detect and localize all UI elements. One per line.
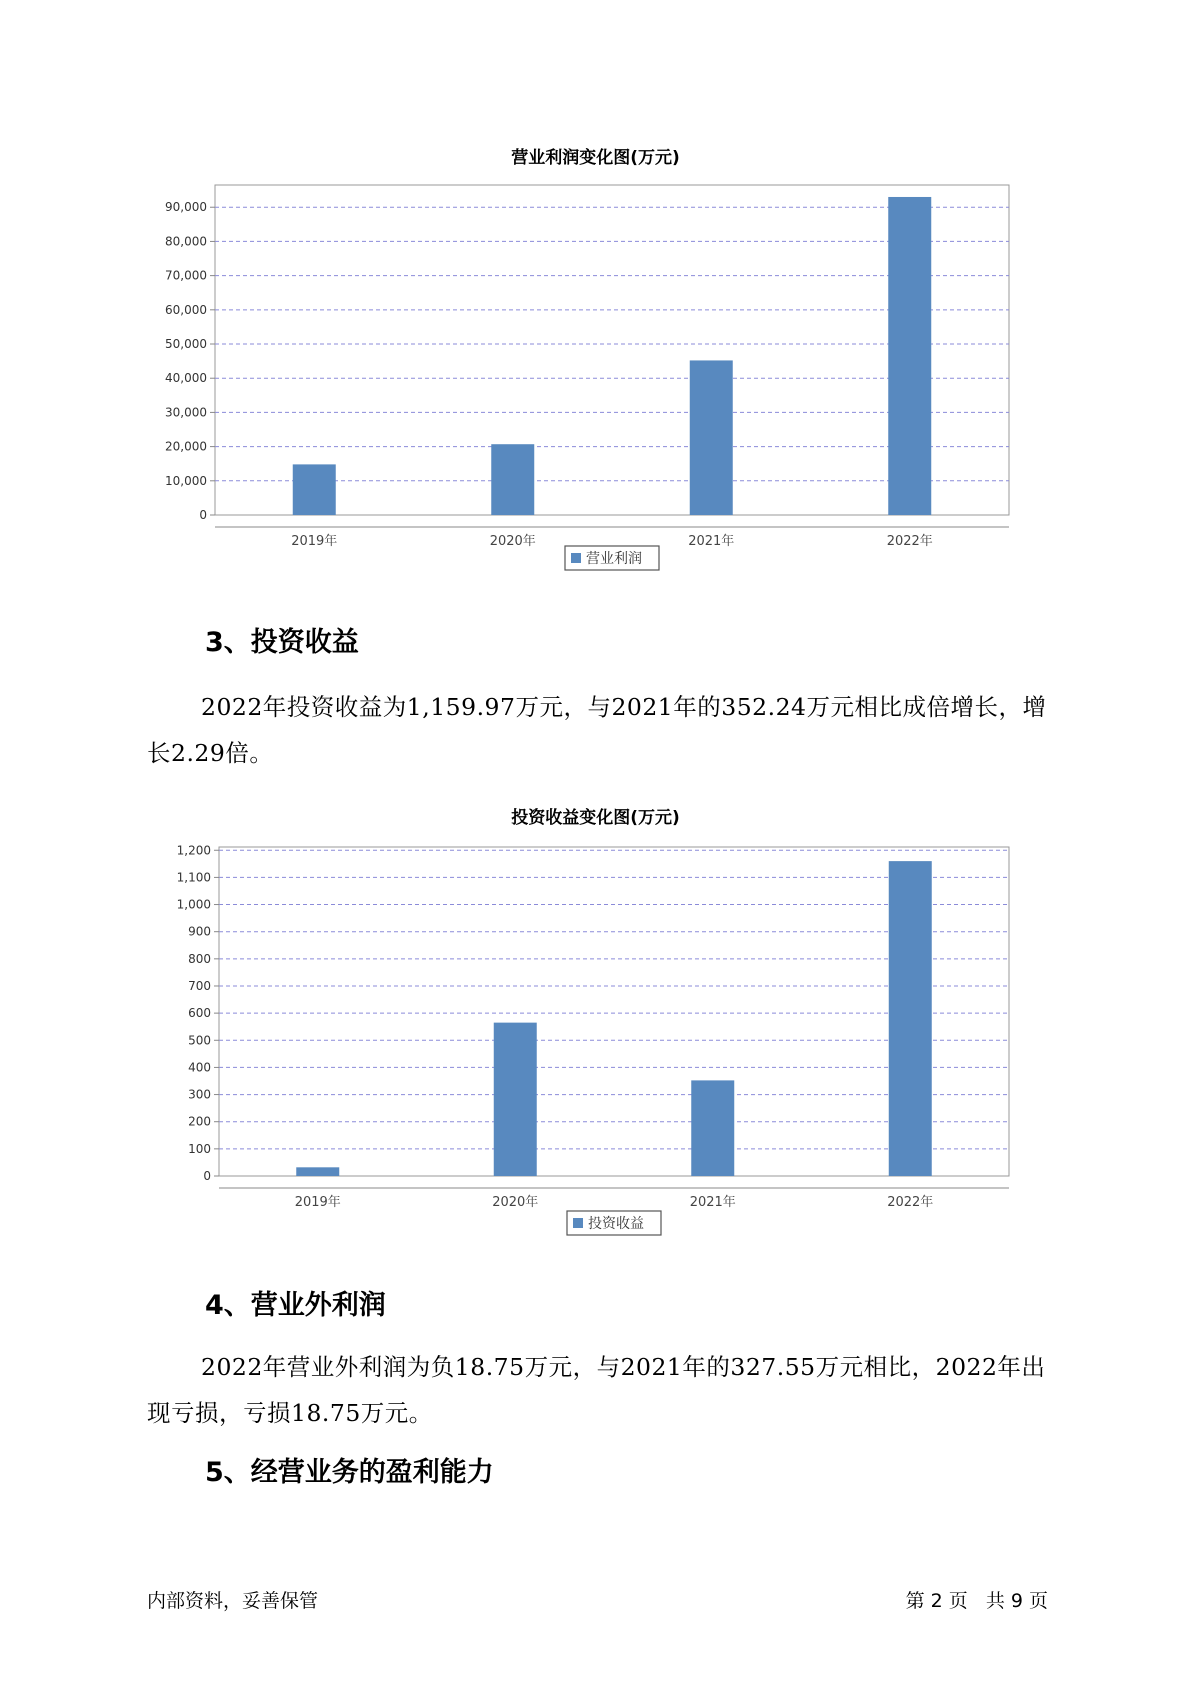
chart-title-operating-profit: 营业利润变化图(万元) bbox=[511, 148, 680, 168]
x-tick-label: 2019年 bbox=[291, 534, 338, 549]
x-tick-label: 2020年 bbox=[489, 534, 536, 549]
y-tick-label: 0 bbox=[203, 1169, 211, 1183]
x-tick-label: 2021年 bbox=[688, 534, 735, 549]
footer-confidential-note: 内部资料，妥善保管 bbox=[147, 1590, 319, 1612]
bar-3 bbox=[690, 360, 733, 515]
y-tick-label: 0 bbox=[199, 508, 207, 522]
footer-page-indicator bbox=[903, 1586, 1051, 1613]
y-tick-label: 80,000 bbox=[165, 234, 207, 249]
y-tick-label: 500 bbox=[188, 1033, 211, 1048]
footer-total-unit: 页 bbox=[1028, 1590, 1048, 1612]
bar-2 bbox=[494, 1023, 537, 1176]
footer-total-number: 9 bbox=[1010, 1590, 1023, 1612]
x-tick-label: 2019年 bbox=[294, 1195, 341, 1210]
section-heading-operating-profitability: 5、经营业务的盈利能力 bbox=[205, 1457, 494, 1488]
section-text-investment-income: 2022年投资收益为1,159.97万元，与2021年的352.24万元相比成倍增长，增长2.29倍。 bbox=[147, 693, 1047, 767]
x-tick-label: 2021年 bbox=[689, 1195, 736, 1210]
chart-title-investment-income: 投资收益变化图(万元) bbox=[511, 808, 680, 828]
y-tick-label: 200 bbox=[188, 1114, 211, 1129]
y-tick-label: 100 bbox=[188, 1141, 211, 1156]
legend-label: 投资收益 bbox=[588, 1216, 644, 1232]
bar-1 bbox=[296, 1167, 339, 1176]
section-heading-non-operating-profit: 4、营业外利润 bbox=[205, 1290, 386, 1321]
bar-3 bbox=[691, 1080, 734, 1176]
footer-page-prefix: 第 bbox=[905, 1590, 925, 1612]
y-tick-label: 40,000 bbox=[165, 371, 207, 386]
bar-1 bbox=[293, 464, 336, 515]
section-text-non-operating-profit: 2022年营业外利润为负18.75万元，与2021年的327.55万元相比，2022年出现亏损，亏损18.75万元。 bbox=[147, 1353, 1046, 1427]
operating-profit-chart bbox=[0, 170, 1191, 590]
y-tick-label: 1,000 bbox=[176, 897, 211, 912]
y-tick-label: 90,000 bbox=[165, 200, 207, 215]
footer-page-unit: 页 bbox=[948, 1590, 968, 1612]
x-tick-label: 2020年 bbox=[492, 1195, 539, 1210]
bar-2 bbox=[491, 444, 534, 515]
legend-label: 营业利润 bbox=[586, 551, 642, 567]
y-tick-label: 700 bbox=[188, 978, 211, 993]
investment-income-chart bbox=[0, 838, 1191, 1238]
section-heading-investment-income: 3、投资收益 bbox=[205, 627, 359, 658]
bar-4 bbox=[889, 861, 932, 1176]
legend-swatch bbox=[571, 553, 581, 563]
footer-page-number: 2 bbox=[930, 1590, 943, 1612]
legend-swatch bbox=[573, 1218, 583, 1228]
y-tick-label: 600 bbox=[188, 1006, 211, 1021]
y-tick-label: 10,000 bbox=[165, 473, 207, 488]
y-tick-label: 300 bbox=[188, 1087, 211, 1102]
x-tick-label: 2022年 bbox=[887, 1195, 934, 1210]
y-tick-label: 20,000 bbox=[165, 439, 207, 454]
y-tick-label: 60,000 bbox=[165, 302, 207, 317]
x-tick-label: 2022年 bbox=[886, 534, 933, 549]
y-tick-label: 800 bbox=[188, 951, 211, 966]
y-tick-label: 70,000 bbox=[165, 268, 207, 283]
y-tick-label: 1,100 bbox=[176, 870, 211, 885]
y-tick-label: 900 bbox=[188, 924, 211, 939]
y-tick-label: 30,000 bbox=[165, 405, 207, 420]
y-tick-label: 50,000 bbox=[165, 337, 207, 352]
y-tick-label: 1,200 bbox=[176, 843, 211, 858]
y-tick-label: 400 bbox=[188, 1060, 211, 1075]
bar-4 bbox=[888, 197, 931, 515]
footer-total-prefix: 共 bbox=[985, 1590, 1005, 1612]
